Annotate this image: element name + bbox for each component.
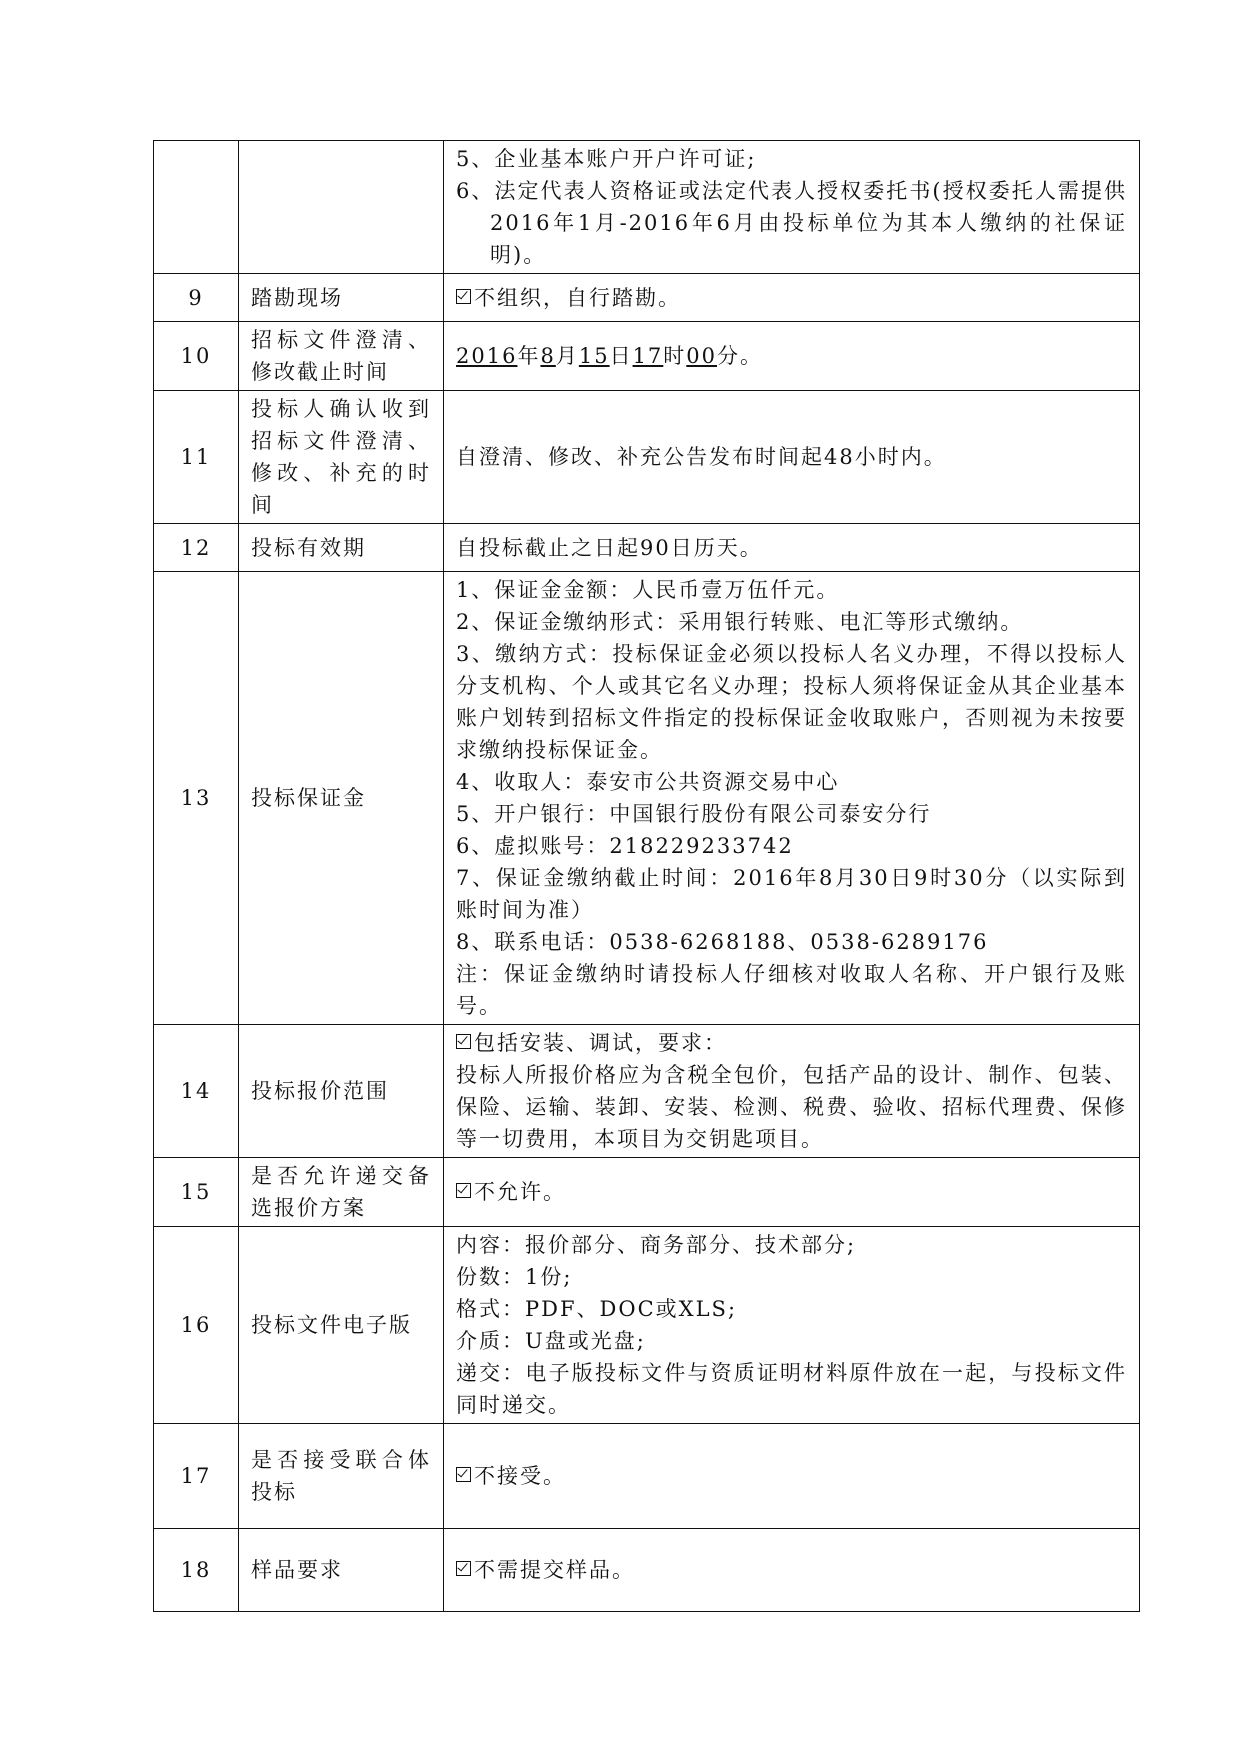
content-line: 4、收取人：泰安市公共资源交易中心 [456,770,840,794]
row-number: 13 [154,572,239,1025]
row-number: 18 [154,1529,239,1612]
date-month-suffix: 月 [555,344,579,368]
content-cell [444,1158,1140,1227]
content-line: 1、保证金金额：人民币壹万伍仟元。 [456,578,840,602]
content-text: 不需提交样品。 [474,1558,635,1582]
content-line: 递交：电子版投标文件与资质证明材料原件放在一起，与投标文件同时递交。 [456,1361,1127,1417]
content-cell [444,141,1140,274]
content-line: 内容：报价部分、商务部分、技术部分; [456,1233,857,1257]
row-number: 17 [154,1424,239,1529]
date-month: 8 [540,344,556,368]
row-number-cell [154,141,239,274]
table-row-9 [154,274,1140,322]
table-row-16 [154,1227,1140,1424]
content-line: 5、开户银行：中国银行股份有限公司泰安分行 [456,802,932,826]
date-minute-suffix: 分。 [717,344,764,368]
content-text: 不接受。 [474,1464,566,1488]
bid-data-table [153,140,1140,1612]
content-line: 6、法定代表人资格证或法定代表人授权委托书(授权委托人需提供2016年1月-2016年6月由投标单位为其本人缴纳的社保证明)。 [456,179,1127,267]
date-hour-suffix: 时 [663,344,687,368]
date-minute: 00 [686,344,718,368]
content-line: 份数：1份; [456,1265,573,1289]
table-row-continuation [154,141,1140,274]
content-cell [444,1227,1140,1424]
item-name: 是否接受联合体投标 [239,1424,444,1529]
date-day-suffix: 日 [609,344,633,368]
row-number: 16 [154,1227,239,1424]
item-name: 招标文件澄清、修改截止时间 [239,322,444,391]
item-name: 投标文件电子版 [239,1227,444,1424]
content-line: 介质：U盘或光盘; [456,1329,646,1353]
item-name: 踏勘现场 [239,274,444,322]
row-number: 12 [154,524,239,572]
table-row-18 [154,1529,1140,1612]
date-year: 2016 [456,344,518,368]
content-line: 2、保证金缴纳形式：采用银行转账、电汇等形式缴纳。 [456,610,1024,634]
checkbox-checked-icon [456,1183,471,1198]
content-line: 投标人所报价格应为含税全包价，包括产品的设计、制作、包装、保险、运输、装卸、安装、检测、税费、验收、招标代理费、保修等一切费用，本项目为交钥匙项目。 [456,1063,1127,1151]
date-day: 15 [578,344,610,368]
date-year-suffix: 年 [517,344,541,368]
date-hour: 17 [632,344,664,368]
table-row-15 [154,1158,1140,1227]
content-line [456,1027,1127,1059]
row-number: 14 [154,1025,239,1158]
checkbox-checked-icon [456,1467,471,1482]
content-line: 8、联系电话：0538-6268188、0538-6289176 [456,930,989,954]
table-row-10 [154,322,1140,391]
table-row-12 [154,524,1140,572]
content-cell [444,1424,1140,1529]
content-line: 5、企业基本账户开户许可证; [456,147,757,171]
checkbox-checked-icon [456,1034,471,1049]
row-number: 10 [154,322,239,391]
item-name: 是否允许递交备选报价方案 [239,1158,444,1227]
item-name: 投标保证金 [239,572,444,1025]
content-line: 7、保证金缴纳截止时间：2016年8月30日9时30分（以实际到账时间为准） [456,866,1127,922]
item-name-cell [239,141,444,274]
content-cell [444,322,1140,391]
table-row-11 [154,391,1140,524]
table-row-17 [154,1424,1140,1529]
content-text: 自投标截止之日起90日历天。 [444,524,1140,572]
item-name: 样品要求 [239,1529,444,1612]
content-cell [444,274,1140,322]
content-cell [444,1025,1140,1158]
content-text: 自澄清、修改、补充公告发布时间起48小时内。 [444,391,1140,524]
row-number: 15 [154,1158,239,1227]
content-line: 注：保证金缴纳时请投标人仔细核对收取人名称、开户银行及账号。 [456,962,1127,1018]
item-name: 投标人确认收到招标文件澄清、修改、补充的时间 [239,391,444,524]
item-name: 投标报价范围 [239,1025,444,1158]
content-text: 不允许。 [474,1180,566,1204]
row-number: 9 [154,274,239,322]
content-text: 包括安装、调试，要求： [474,1031,727,1055]
checkbox-checked-icon [456,289,471,304]
item-name: 投标有效期 [239,524,444,572]
content-text: 不组织，自行踏勘。 [474,285,681,310]
row-number: 11 [154,391,239,524]
checkbox-checked-icon [456,1561,471,1576]
content-line: 3、缴纳方式：投标保证金必须以投标人名义办理，不得以投标人分支机构、个人或其它名义办理；投标人须将保证金从其企业基本账户划转到招标文件指定的投标保证金收取账户，否则视为未按要求缴纳投标保证金。 [456,642,1127,762]
table-row-14 [154,1025,1140,1158]
content-cell [444,572,1140,1025]
content-line: 6、虚拟账号：218229233742 [456,834,794,858]
content-cell [444,1529,1140,1612]
table-row-13 [154,572,1140,1025]
content-line: 格式：PDF、DOC或XLS; [456,1297,738,1321]
